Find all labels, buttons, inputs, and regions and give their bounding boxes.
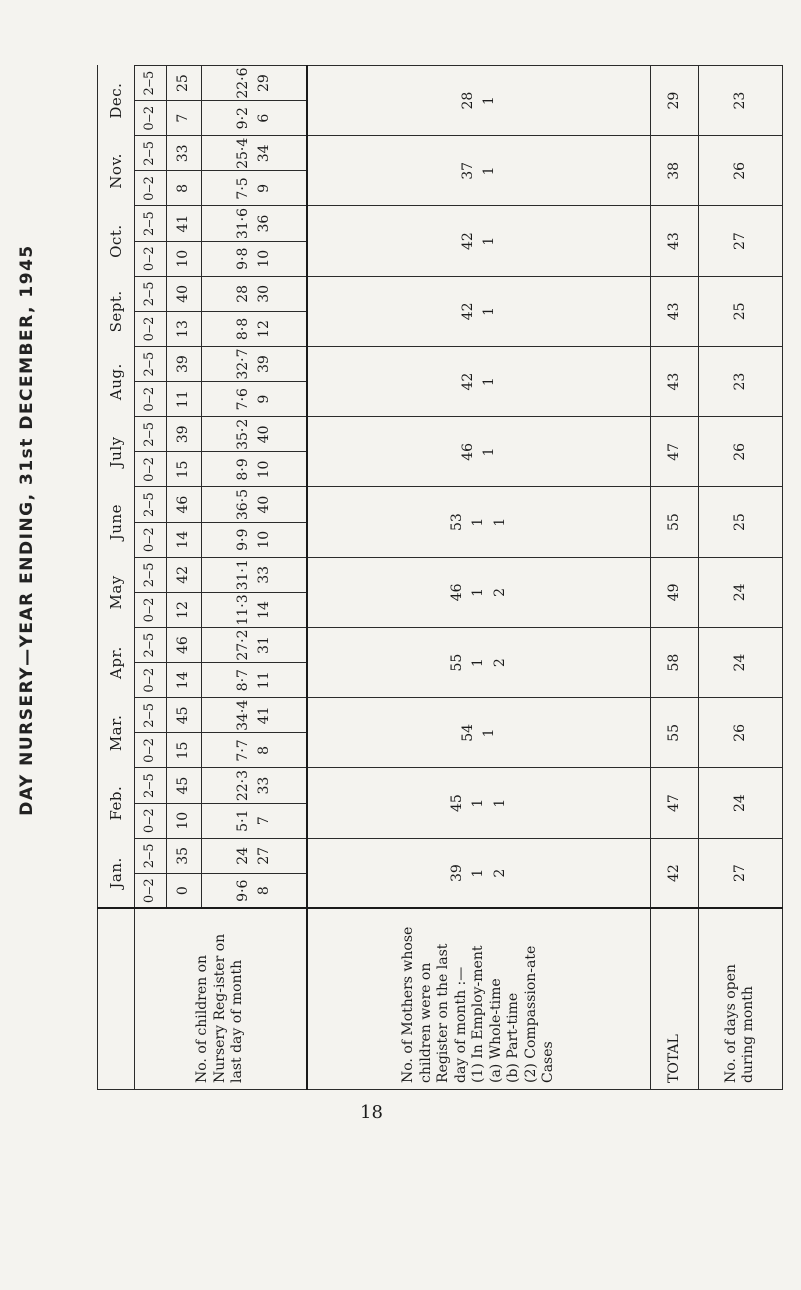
children-on-register-cell: 8 bbox=[167, 171, 202, 206]
age-group-header: 0‒2 bbox=[134, 592, 166, 627]
total-cell: 29 bbox=[651, 66, 698, 136]
age-group-header: 0‒2 bbox=[134, 452, 166, 487]
age-group-header: 0‒2 bbox=[134, 171, 166, 206]
label-mothers-on-register: No. of Mothers whose children were on Register on the last day of month :— bbox=[400, 926, 469, 1083]
total-row bbox=[651, 66, 698, 1090]
month-header: Dec. bbox=[98, 66, 135, 136]
month-header: Feb. bbox=[98, 768, 135, 838]
employment-cell bbox=[307, 347, 651, 417]
average-attendance-value: 9·8 bbox=[234, 247, 251, 270]
employment-cell bbox=[307, 276, 651, 346]
days-open-cell: 24 bbox=[698, 768, 782, 838]
average-attendance-value: 22·6 bbox=[234, 67, 251, 99]
age-group-header: 2‒5 bbox=[134, 698, 166, 733]
average-attendance-value: 7·7 bbox=[234, 739, 251, 762]
month-header: May bbox=[98, 557, 135, 627]
highest-attendance-value: 39 bbox=[255, 355, 272, 373]
attendance-stack bbox=[201, 241, 307, 276]
attendance-stack bbox=[201, 838, 307, 873]
age-group-header: 2‒5 bbox=[134, 768, 166, 803]
days-open-cell: 27 bbox=[698, 838, 782, 908]
total-cell: 43 bbox=[651, 276, 698, 346]
days-open-cell: 26 bbox=[698, 136, 782, 206]
age-group-header: 2‒5 bbox=[134, 628, 166, 663]
employment-cell bbox=[307, 557, 651, 627]
month-header: Sept. bbox=[98, 276, 135, 346]
compassionate-value: 1 bbox=[481, 447, 498, 457]
highest-attendance-value: 36 bbox=[255, 214, 272, 233]
whole-time-value: 28 bbox=[459, 91, 476, 110]
average-attendance-value: 5·1 bbox=[234, 809, 251, 832]
average-attendance-value: 28 bbox=[234, 284, 251, 303]
highest-attendance-value: 33 bbox=[255, 776, 272, 795]
attendance-stack bbox=[201, 768, 307, 803]
highest-attendance-value: 7 bbox=[255, 816, 272, 826]
employment-cell bbox=[307, 206, 651, 276]
compassionate-value: 1 bbox=[481, 306, 498, 316]
running-title-text: DAY NURSERY—YEAR ENDING, 31st DECEMBER, 1945 bbox=[17, 244, 37, 816]
whole-time-value: 55 bbox=[449, 653, 466, 672]
days-open-cell: 26 bbox=[698, 417, 782, 487]
highest-attendance-value: 9 bbox=[255, 394, 272, 404]
children-on-register-cell: 40 bbox=[167, 276, 202, 311]
average-attendance-value: 9·9 bbox=[234, 528, 251, 551]
average-attendance-value: 27·2 bbox=[234, 629, 251, 661]
attendance-stack bbox=[201, 136, 307, 171]
age-group-header: 2‒5 bbox=[134, 838, 166, 873]
month-header: Jan. bbox=[98, 838, 135, 908]
part-time-value: 1 bbox=[470, 587, 487, 597]
children-on-register-cell: 10 bbox=[167, 241, 202, 276]
age-group-header: 0‒2 bbox=[134, 101, 166, 136]
compassionate-value: 2 bbox=[491, 868, 508, 878]
label-whole-time: (a) Whole-time bbox=[487, 978, 504, 1083]
age-group-header: 0‒2 bbox=[134, 382, 166, 417]
children-on-register-cell: 45 bbox=[167, 698, 202, 733]
whole-time-value: 46 bbox=[449, 583, 466, 602]
days-open-cell: 23 bbox=[698, 66, 782, 136]
whole-time-value: 42 bbox=[459, 232, 476, 251]
employment-cell bbox=[307, 698, 651, 768]
employment-cell bbox=[307, 487, 651, 557]
part-time-value: 1 bbox=[470, 517, 487, 527]
children-on-register-cell: 0 bbox=[167, 873, 202, 908]
label-in-employment: (1) In Employ-ment bbox=[470, 945, 487, 1083]
age-group-header: 0‒2 bbox=[134, 733, 166, 768]
compassionate-value: 1 bbox=[481, 96, 498, 106]
age-group-header: 0‒2 bbox=[134, 522, 166, 557]
corner-cell bbox=[98, 909, 135, 1090]
highest-attendance-value: 29 bbox=[255, 74, 272, 92]
average-attendance-value: 8·7 bbox=[234, 669, 251, 692]
highest-attendance-value: 12 bbox=[255, 320, 272, 338]
whole-time-value: 53 bbox=[449, 513, 466, 532]
statistics-table bbox=[97, 65, 783, 1090]
part-time-value: 1 bbox=[470, 798, 487, 808]
attendance-stack bbox=[201, 66, 307, 101]
total-cell: 55 bbox=[651, 487, 698, 557]
average-attendance-value: 9·6 bbox=[234, 879, 251, 902]
age-group-header: 2‒5 bbox=[134, 276, 166, 311]
compassionate-value: 1 bbox=[491, 517, 508, 527]
month-header: Oct. bbox=[98, 206, 135, 276]
age-group-header: 2‒5 bbox=[134, 66, 166, 101]
children-on-register-cell: 11 bbox=[167, 382, 202, 417]
attendance-stack bbox=[201, 417, 307, 452]
age-group-header: 2‒5 bbox=[134, 487, 166, 522]
children-on-register-cell: 46 bbox=[167, 487, 202, 522]
average-attendance-value: 11·3 bbox=[234, 594, 251, 626]
total-cell: 47 bbox=[651, 417, 698, 487]
total-cell: 49 bbox=[651, 557, 698, 627]
children-on-register-cell: 12 bbox=[167, 592, 202, 627]
children-on-register-cell: 39 bbox=[167, 347, 202, 382]
part-time-value: 1 bbox=[470, 868, 487, 878]
part-time-value: 1 bbox=[481, 377, 498, 387]
employment-cell bbox=[307, 838, 651, 908]
total-cell: 55 bbox=[651, 698, 698, 768]
children-on-register-cell: 25 bbox=[167, 66, 202, 101]
average-attendance-value: 31·6 bbox=[234, 207, 251, 240]
employment-cell bbox=[307, 66, 651, 136]
employment-cell bbox=[307, 136, 651, 206]
rotated-table-wrapper bbox=[97, 65, 783, 1090]
average-attendance-value: 31·1 bbox=[234, 559, 251, 591]
children-on-register-cell: 41 bbox=[167, 206, 202, 241]
days-open-cell: 25 bbox=[698, 276, 782, 346]
attendance-stack bbox=[201, 522, 307, 557]
attendance-stack bbox=[201, 733, 307, 768]
label-mothers-employment bbox=[307, 909, 651, 1090]
days-open-cell: 23 bbox=[698, 347, 782, 417]
attendance-stack bbox=[201, 452, 307, 487]
age-group-header: 2‒5 bbox=[134, 417, 166, 452]
whole-time-value: 39 bbox=[449, 864, 466, 883]
highest-attendance-value: 10 bbox=[255, 460, 272, 479]
attendance-stack bbox=[201, 382, 307, 417]
children-on-register-cell: 33 bbox=[167, 136, 202, 171]
average-attendance-value: 8·9 bbox=[234, 458, 251, 481]
attendance-stack bbox=[201, 663, 307, 698]
highest-attendance-value: 41 bbox=[255, 706, 272, 725]
month-header: Apr. bbox=[98, 628, 135, 698]
label-days-open: No. of days open during month bbox=[698, 909, 782, 1090]
attendance-stack bbox=[201, 873, 307, 908]
whole-time-value: 42 bbox=[459, 302, 476, 321]
highest-attendance-value: 10 bbox=[255, 530, 272, 549]
days-open-cell: 24 bbox=[698, 628, 782, 698]
children-on-register-cell: 14 bbox=[167, 522, 202, 557]
highest-attendance-value: 14 bbox=[255, 601, 272, 619]
total-cell: 47 bbox=[651, 768, 698, 838]
compassionate-value: 2 bbox=[491, 658, 508, 668]
average-attendance-value: 25·4 bbox=[234, 137, 251, 169]
age-group-header: 2‒5 bbox=[134, 347, 166, 382]
attendance-stack bbox=[201, 487, 307, 522]
whole-time-value: 46 bbox=[459, 442, 476, 461]
average-attendance-value: 34·4 bbox=[234, 699, 251, 731]
days-open-cell: 26 bbox=[698, 698, 782, 768]
part-time-value: 1 bbox=[481, 728, 498, 738]
average-attendance-value: 7·5 bbox=[234, 177, 251, 200]
children-on-register-cell: 39 bbox=[167, 417, 202, 452]
part-time-value: 1 bbox=[470, 658, 487, 668]
highest-attendance-value: 11 bbox=[255, 671, 272, 690]
attendance-stack bbox=[201, 347, 307, 382]
month-header: June bbox=[98, 487, 135, 557]
children-on-register-cell: 45 bbox=[167, 768, 202, 803]
whole-time-value: 45 bbox=[449, 794, 466, 813]
attendance-stack bbox=[201, 171, 307, 206]
total-cell: 43 bbox=[651, 206, 698, 276]
attendance-stack bbox=[201, 698, 307, 733]
highest-attendance-value: 27 bbox=[255, 846, 272, 865]
children-on-register-cell: 10 bbox=[167, 803, 202, 838]
average-attendance-value: 22·3 bbox=[234, 769, 251, 802]
average-attendance-value: 8·8 bbox=[234, 317, 251, 341]
days-open-cell: 25 bbox=[698, 487, 782, 557]
attendance-stack bbox=[201, 311, 307, 346]
month-header: Nov. bbox=[98, 136, 135, 206]
total-cell: 43 bbox=[651, 347, 698, 417]
employment-row bbox=[307, 66, 651, 1090]
employment-cell bbox=[307, 417, 651, 487]
attendance-stack bbox=[201, 803, 307, 838]
highest-attendance-value: 34 bbox=[255, 144, 272, 163]
average-attendance-value: 35·2 bbox=[234, 418, 251, 450]
children-on-register-cell: 13 bbox=[167, 311, 202, 346]
age-group-header: 0‒2 bbox=[134, 311, 166, 346]
compassionate-value: 2 bbox=[491, 587, 508, 597]
children-on-register-cell: 7 bbox=[167, 101, 202, 136]
age-group-row bbox=[134, 66, 166, 1090]
attendance-stack bbox=[201, 206, 307, 241]
children-on-register-cell: 15 bbox=[167, 452, 202, 487]
highest-attendance-value: 6 bbox=[255, 113, 272, 123]
month-header: July bbox=[98, 417, 135, 487]
average-attendance-value: 36·5 bbox=[234, 488, 251, 521]
average-attendance-value: 9·2 bbox=[234, 107, 251, 130]
month-header: Aug. bbox=[98, 347, 135, 417]
page-number: 18 bbox=[360, 1102, 383, 1123]
label-part-time: (b) Part-time bbox=[505, 992, 522, 1083]
age-group-header: 2‒5 bbox=[134, 557, 166, 592]
age-group-header: 2‒5 bbox=[134, 136, 166, 171]
part-time-value: 1 bbox=[481, 236, 498, 246]
label-total: TOTAL bbox=[651, 909, 698, 1090]
highest-attendance-value: 30 bbox=[255, 284, 272, 303]
average-attendance-value: 7·6 bbox=[234, 388, 251, 411]
days-open-cell: 27 bbox=[698, 206, 782, 276]
label-compassionate: (2) Compassion-ate Cases bbox=[522, 945, 557, 1083]
attendance-stack bbox=[201, 628, 307, 663]
age-group-header: 0‒2 bbox=[134, 873, 166, 908]
month-header-row bbox=[98, 66, 135, 1090]
days-open-row bbox=[698, 66, 782, 1090]
compassionate-value: 1 bbox=[491, 798, 508, 808]
highest-attendance-value: 8 bbox=[255, 745, 272, 755]
highest-attendance-value: 40 bbox=[255, 425, 272, 444]
attendance-stack bbox=[201, 592, 307, 627]
label-children-on-register: No. of children on Nursery Reg-ister on last day of month bbox=[134, 909, 307, 1090]
highest-attendance-value: 10 bbox=[255, 249, 272, 268]
whole-time-value: 37 bbox=[459, 161, 476, 180]
compassionate-value: 1 bbox=[481, 166, 498, 176]
whole-time-value: 54 bbox=[459, 723, 476, 742]
total-cell: 58 bbox=[651, 628, 698, 698]
days-open-cell: 24 bbox=[698, 557, 782, 627]
average-attendance-value: 24 bbox=[234, 846, 251, 865]
children-on-register-cell: 14 bbox=[167, 663, 202, 698]
employment-cell bbox=[307, 768, 651, 838]
total-cell: 42 bbox=[651, 838, 698, 908]
highest-attendance-value: 9 bbox=[255, 183, 272, 193]
age-group-header: 0‒2 bbox=[134, 803, 166, 838]
total-cell: 38 bbox=[651, 136, 698, 206]
highest-attendance-value: 33 bbox=[255, 565, 272, 584]
children-on-register-cell: 42 bbox=[167, 557, 202, 592]
month-header: Mar. bbox=[98, 698, 135, 768]
highest-attendance-value: 40 bbox=[255, 495, 272, 514]
age-group-header: 0‒2 bbox=[134, 663, 166, 698]
employment-cell bbox=[307, 628, 651, 698]
running-title bbox=[13, 100, 41, 960]
highest-attendance-value: 8 bbox=[255, 886, 272, 896]
age-group-header: 0‒2 bbox=[134, 241, 166, 276]
children-on-register-cell: 35 bbox=[167, 838, 202, 873]
average-attendance-value: 32·7 bbox=[234, 348, 251, 380]
children-on-register-cell: 46 bbox=[167, 628, 202, 663]
attendance-stack bbox=[201, 557, 307, 592]
attendance-stack bbox=[201, 276, 307, 311]
age-group-header: 2‒5 bbox=[134, 206, 166, 241]
whole-time-value: 42 bbox=[459, 372, 476, 391]
attendance-stack bbox=[201, 101, 307, 136]
table-stage bbox=[97, 65, 783, 1090]
highest-attendance-value: 31 bbox=[255, 636, 272, 654]
children-on-register-cell: 15 bbox=[167, 733, 202, 768]
